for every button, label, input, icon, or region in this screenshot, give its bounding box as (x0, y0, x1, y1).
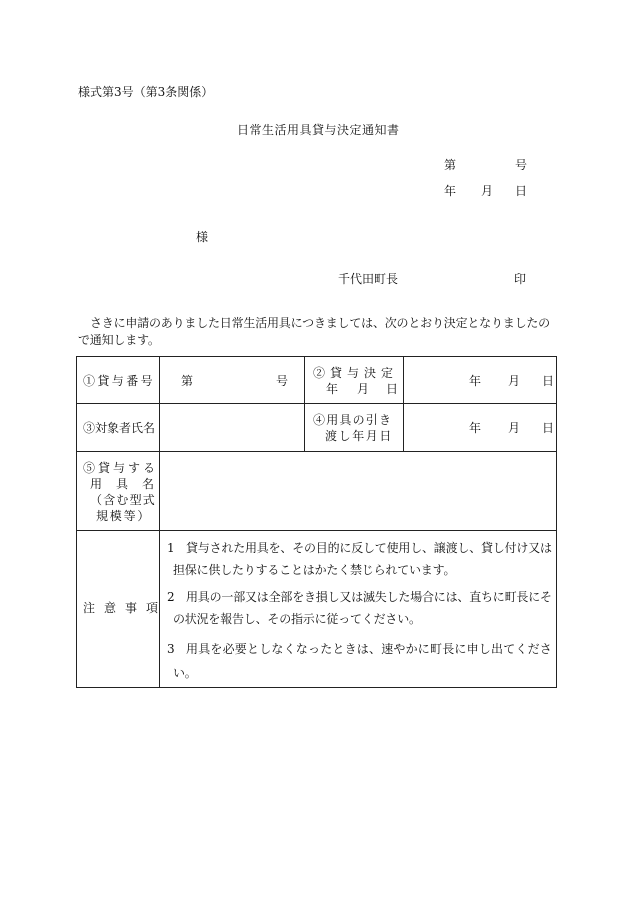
notes-content-cell (160, 531, 557, 688)
issue-date-day: 日 (515, 184, 528, 198)
loan-number-label: ①貸与番号 (83, 374, 156, 388)
note-line: 用具の一部又は全部をき損し又は滅失した場合には、直ちに町長にそ (186, 590, 552, 604)
note-line: 貸与された用具を、その目的に反して使用し、譲渡し、貸し付け又は (186, 541, 552, 555)
loan-number-suffix: 号 (276, 374, 289, 388)
loan-number-label-cell (77, 357, 160, 404)
handover-date-month: 月 (508, 421, 521, 435)
decision-date-label: ②貸与決定 (313, 366, 399, 380)
table-row (77, 531, 557, 688)
doc-number-prefix: 第 (444, 158, 457, 172)
handover-date-day: 日 (542, 421, 555, 435)
doc-number-suffix: 号 (515, 158, 528, 172)
notes-label-cell (77, 531, 168, 688)
handover-date-label-cell (305, 404, 404, 452)
issue-date-month: 月 (481, 184, 494, 198)
decision-date-value-cell (404, 357, 557, 404)
loan-number-prefix: 第 (181, 374, 194, 388)
recipient-name-value-cell (160, 404, 305, 452)
document-title: 日常生活用具貸与決定通知書 (237, 123, 400, 137)
body-line: で通知します。 (78, 333, 160, 347)
addressee-suffix: 様 (196, 230, 209, 244)
issuer-seal: 印 (514, 272, 527, 286)
decision-date-label-month: 月 (357, 382, 370, 396)
form-number: 様式第3号（第3条関係） (78, 85, 214, 99)
note-line: 用具を必要としなくなったときは、速やかに町長に申し出てくださ (186, 642, 553, 656)
note-line: の状況を報告し、その指示に従ってください。 (173, 612, 421, 626)
table-row (77, 452, 557, 531)
decision-date-year: 年 (469, 374, 482, 388)
equipment-name-label-line: 規模等） (96, 509, 152, 523)
note-number: 2 (167, 590, 175, 604)
issuer-name: 千代田町長 (338, 272, 399, 286)
body-line: さきに申請のありました日常生活用具につきましては、次のとおり決定となりましたの (90, 316, 550, 330)
decision-date-day: 日 (542, 374, 555, 388)
note-number: 3 (167, 642, 175, 656)
decision-date-label-day: 日 (386, 382, 399, 396)
equipment-name-value-cell (160, 452, 557, 531)
note-line: 担保に供したりすることはかたく禁じられています。 (173, 563, 456, 577)
decision-date-label-cell (305, 357, 404, 404)
equipment-name-label-cell (77, 452, 169, 531)
decision-date-month: 月 (508, 374, 521, 388)
recipient-name-label: ③対象者氏名 (83, 421, 156, 435)
note-line: い。 (173, 666, 197, 680)
equipment-name-label-line: （含む型式 (90, 493, 157, 507)
handover-date-year: 年 (469, 421, 482, 435)
issue-date-year: 年 (444, 184, 457, 198)
handover-date-label-line: ④用具の引き (313, 413, 393, 427)
recipient-name-label-cell (77, 404, 160, 452)
table-row (77, 357, 557, 404)
table-row (77, 404, 557, 452)
handover-date-label-line: 渡し年月日 (325, 429, 394, 443)
note-number: 1 (167, 541, 175, 555)
handover-date-value-cell (404, 404, 557, 452)
decision-table (76, 356, 557, 688)
notes-label: 注意事項 (83, 601, 168, 615)
decision-date-label-year: 年 (326, 382, 339, 396)
loan-number-value-cell (160, 357, 305, 404)
equipment-name-label-line: 用具名 (90, 477, 169, 491)
equipment-name-label-line: ⑤貸与する (83, 461, 159, 475)
